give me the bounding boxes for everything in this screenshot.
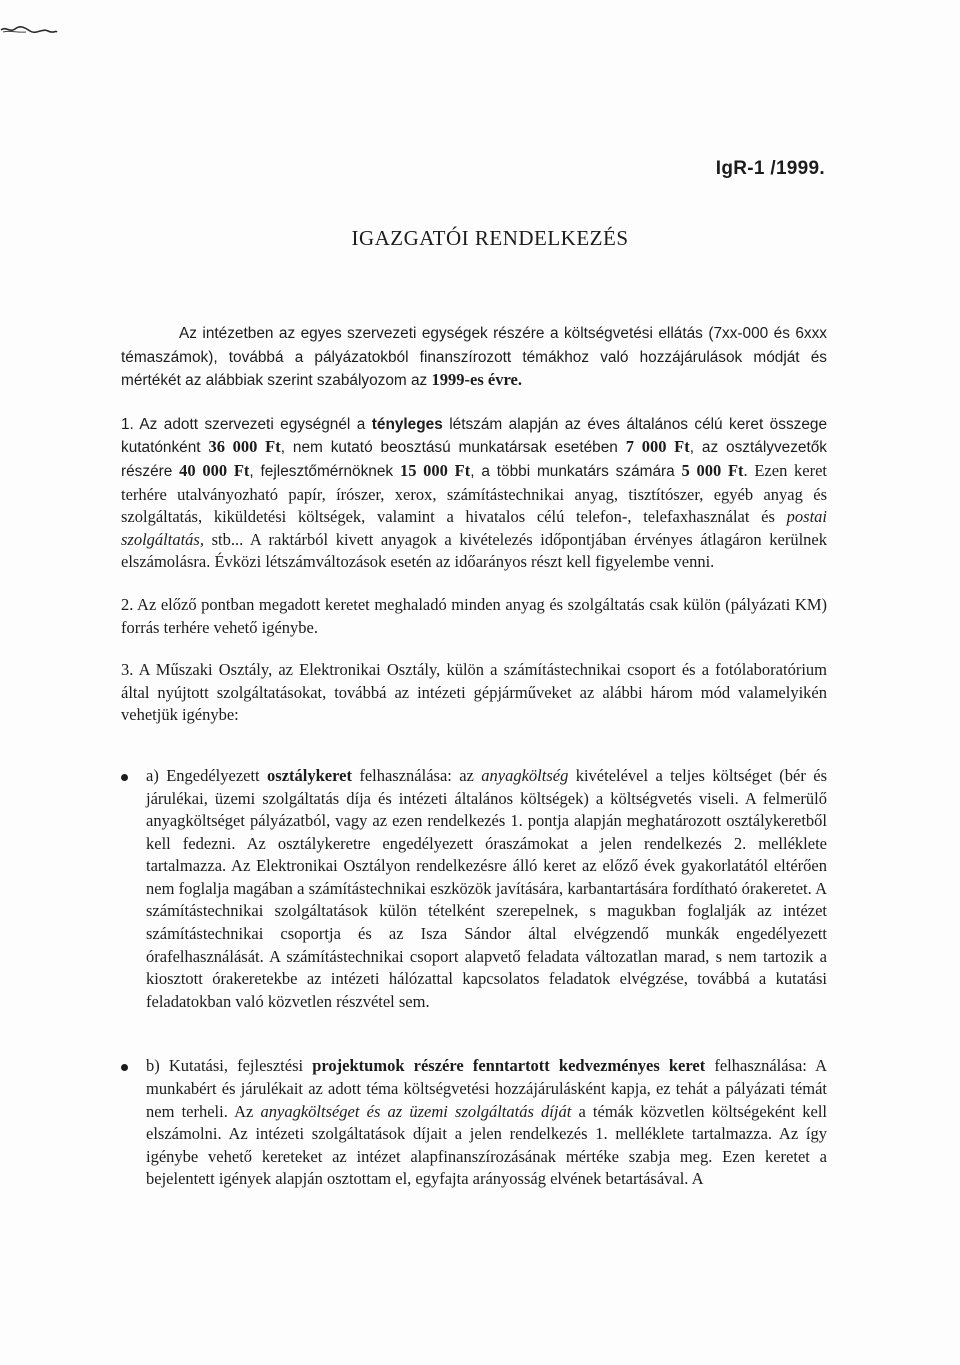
point-1-paragraph: 1. Az adott szervezeti egységnél a tényleges létszám alapján az éves általános célú keret összege kutatónként 36 000 Ft, nem kutató beosztású munkatársak esetében 7 000 Ft, az osztályvezetők részére 40 000 Ft, fejlesztőmérnöknek 15 000 Ft, a többi munkatárs számára 5 000 Ft. Ezen keret terhére utalványozható papír, írószer, xerox, számítástechnikai anyag, tisztítószer, egyéb anyag és szolgáltatás, kiküldetési költségek, valamint a hivatalos célú telefon-, telefaxhasználat és postai szolgáltatás, stb... A raktárból kivett anyagok a kivételezés időpontjában érvényes átlagáron kerülnek elszámolásra. Évközi létszámváltozások esetén az időarányos részt kell figyelembe venni. (121, 415, 828, 572)
document-title: IGAZGATÓI RENDELKEZÉS (351, 226, 629, 250)
list-item-option-b (121, 1055, 827, 1191)
point-2-paragraph: 2. Az előző pontban megadott keretet meghaladó minden anyag és szolgáltatás csak külön (pályázati KM) forrás terhére vehető igénybe. (121, 594, 827, 637)
intro-paragraph: Az intézetben az egyes szervezeti egységek részére a költségvetési ellátás (7xx-000 és 6xxx témaszámok), továbbá a pályázatokból finanszírozott témákhoz való hozzájárulások módját és mértékét az alábbiak szerint szabályozom az 1999-es évre. (121, 325, 827, 390)
option-b-text: b) Kutatási, fejlesztési projektumok részére fenntartott kedvezményes keret felhasználása: A munkabért és járulékait az adott téma költségvetési hozzájárulásként kapja, ez tehát a pályázati témát nem terheli. Az anyagköltséget és az üzemi szolgáltatás díját a témák közvetlen költségeként kell elszámolni. Az intézeti szolgáltatások díjait a jelen rendelkezés 1. melléklete tartalmazza. Az így igénybe vehető kereteket az intézet alapfinanszírozásának mértéke szabja meg. Ezen keretet a bejelentett igények alapján osztottam el, egyfajta arányosság elvének betartásával. A (146, 1056, 828, 1189)
scan-artifact-mark (0, 22, 58, 36)
document-reference-number: IgR-1 /1999. (715, 158, 825, 179)
document-body (121, 322, 827, 1191)
bullet-icon (121, 774, 128, 781)
bullet-icon (121, 1064, 128, 1071)
list-item-option-a (121, 765, 827, 1014)
point-3-paragraph: 3. A Műszaki Osztály, az Elektronikai Osztály, külön a számítástechnikai csoport és a fotólaboratórium által nyújtott szolgáltatásokat, továbbá az intézeti gépjárműveket az alábbi három mód valamelyikén vehetjük igénybe: (121, 660, 827, 725)
option-a-text: a) Engedélyezett osztálykeret felhasználása: az anyagköltség kivételével a teljes költséget (bér és járulékai, üzemi szolgáltatás díja és intézeti általános költségek) a költségvetés viseli. A felmerülő anyagköltséget pályázatból, vagy az ezen rendelkezés 1. pontja alapján meghatározott osztálykeretből kell fedezni. Az osztálykeretre engedélyezett óraszámokat a jelen rendelkezés 2. melléklete tartalmazza. Az Elektronikai Osztályon rendelkezésre álló keret az előző évek gyakorlatától eltérően nem foglalja magában a számítástechnikai eszközök javítására, karbantartására fordítható órakeretet. A számítástechnikai szolgáltatások külön tételként szerepelnek, s magukban foglalják az intézet számítástechnikai csoportja és az Isza Sándor által elvégzendő munkák engedélyezett órafelhasználását. A számítástechnikai csoport alapvető feladata változatlan marad, s nem tartozik a kiosztott órakeretekbe az intézeti hálózattal kapcsolatos feladatok elvégzése, továbbá a kutatási feladatokban való közvetlen részvétel sem. (146, 765, 827, 1011)
